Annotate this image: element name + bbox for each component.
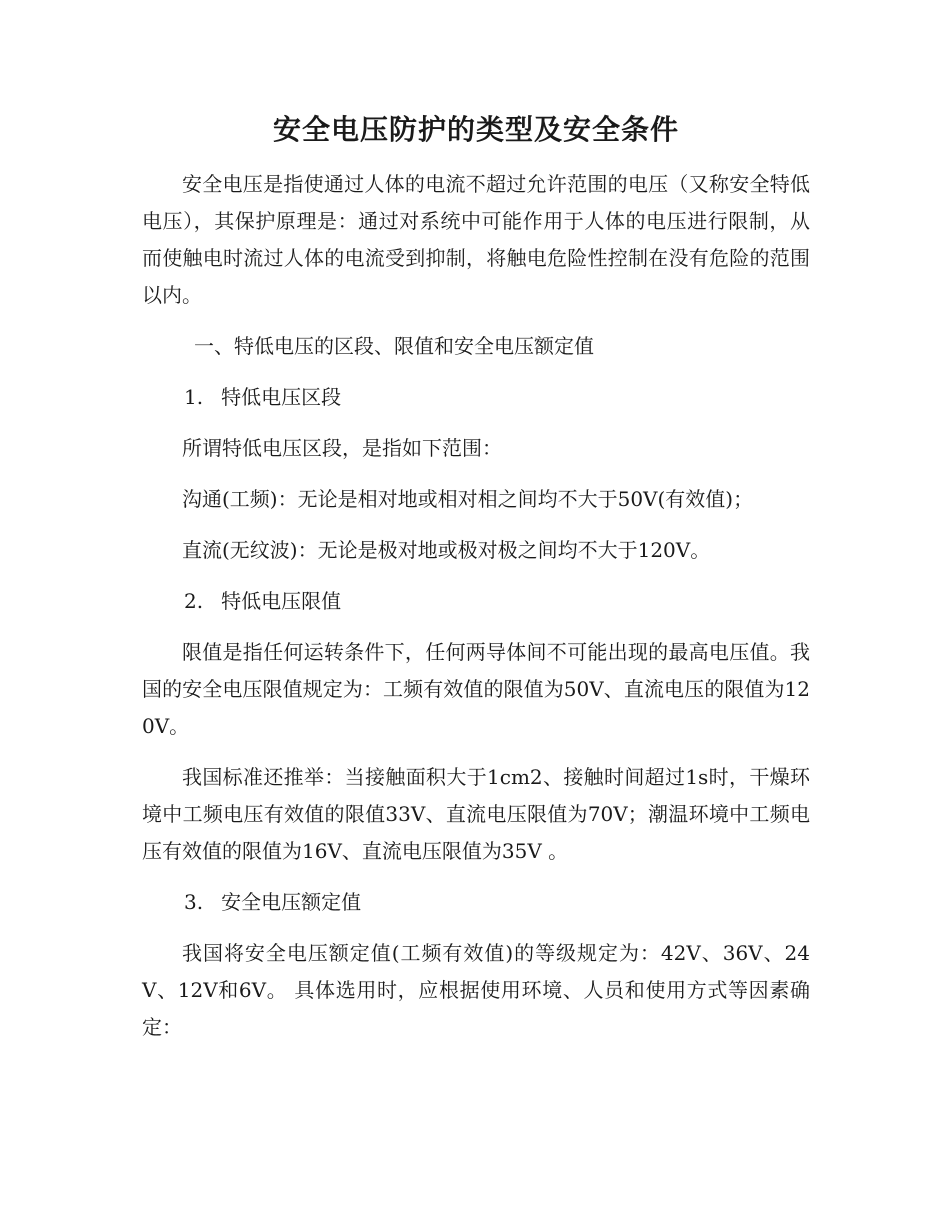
subsection-number-1: 1. [184, 385, 204, 409]
paragraph-ac-range: 沟通(工频)：无论是相对地或相对相之间均不大于50V(有效值)； [182, 487, 754, 511]
paragraph-limit-definition: 限值是指任何运转条件下，任何两导体间不可能出现的最高电压值。我国的安全电压限值规定为：工频有效值的限值为50V、直流电压的限值为120V。 [142, 640, 810, 738]
paragraph-rated-values: 我国将安全电压额定值(工频有效值)的等级规定为：42V、36V、24V、12V和6V。 具体选用时，应根据使用环境、人员和使用方式等因素确定： [142, 941, 810, 1039]
intro-paragraph: 安全电压是指使通过人体的电流不超过允许范围的电压（又称安全特低电压），其保护原理是：通过对系统中可能作用于人体的电压进行限制，从而使触电时流过人体的电流受到抑制，将触电危险性控制在没有危险的范围以内。 [142, 172, 810, 307]
paragraph-limit-recommendation: 我国标准还推举：当接触面积大于1cm2、接触时间超过1s时，干燥环境中工频电压有效值的限值33V、直流电压限值为70V；潮温环境中工频电压有效值的限值为16V、直流电压限值为35V 。 [142, 765, 810, 863]
subsection-number-3: 3. [184, 890, 204, 914]
subsection-title-2: 特低电压限值 [221, 589, 342, 613]
paragraph-range-intro: 所谓特低电压区段，是指如下范围： [182, 436, 502, 460]
subsection-heading-2 [142, 583, 810, 620]
subsection-title-1: 特低电压区段 [221, 385, 342, 409]
subsection-title-3: 安全电压额定值 [221, 890, 362, 914]
subsection-heading-3 [142, 884, 810, 921]
section-heading-1: 一、特低电压的区段、限值和安全电压额定值 [194, 334, 594, 358]
subsection-number-2: 2. [184, 589, 204, 613]
document-title: 安全电压防护的类型及安全条件 [272, 113, 679, 146]
paragraph-dc-range: 直流(无纹波)：无论是极对地或极对极之间均不大于120V。 [182, 538, 711, 562]
subsection-heading-1 [142, 379, 810, 416]
document-page [142, 108, 810, 1060]
